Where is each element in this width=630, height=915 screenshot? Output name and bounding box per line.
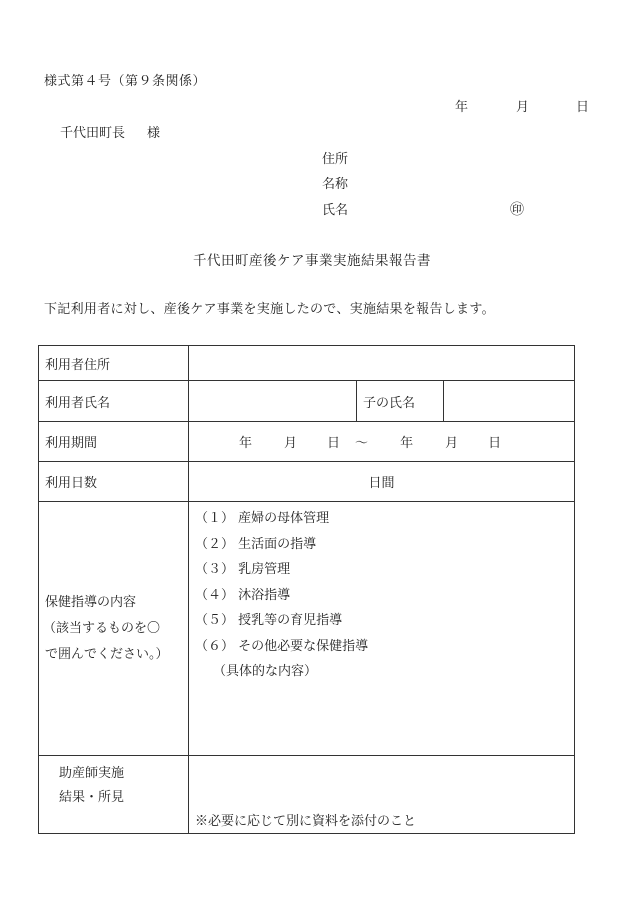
document-title: 千代田町産後ケア事業実施結果報告書 (193, 253, 431, 269)
period-month-2: 月 (445, 436, 459, 451)
guidance-note-1: （該当するものを〇 (43, 620, 161, 636)
recipient (60, 122, 160, 141)
period-tilde: ～ (355, 436, 369, 451)
report-table (38, 345, 575, 834)
guidance-items-cell (189, 502, 575, 756)
date-day: 日 (576, 100, 590, 115)
guidance-item[interactable]: （１） 産婦の母体管理 (195, 511, 330, 526)
midwife-result-field[interactable] (189, 756, 575, 834)
address-label: 住所 (322, 152, 349, 167)
period-year-2: 年 (400, 436, 414, 451)
midwife-label-1: 助産師実施 (59, 766, 125, 781)
child-name-field[interactable] (444, 381, 575, 422)
midwife-label-cell (39, 756, 189, 834)
user-name-label: 利用者氏名 (39, 381, 189, 422)
date-month: 月 (516, 100, 530, 115)
user-address-label: 利用者住所 (39, 346, 189, 381)
period-day-1: 日 (327, 436, 341, 451)
guidance-note-2: で囲んでください。） (45, 646, 169, 662)
guidance-item[interactable]: （５） 授乳等の育児指導 (195, 613, 343, 628)
period-month-1: 月 (284, 436, 298, 451)
row-period (39, 422, 575, 462)
row-days (39, 462, 575, 502)
guidance-item[interactable]: （２） 生活面の指導 (195, 536, 317, 552)
recipient-name: 千代田町長 (60, 126, 126, 141)
guidance-label-cell (39, 502, 189, 756)
period-field[interactable] (189, 422, 575, 462)
row-guidance (39, 502, 575, 756)
attachment-note: ※必要に応じて別に資料を添付のこと (195, 814, 417, 829)
period-day-2: 日 (488, 436, 502, 451)
days-label: 利用日数 (39, 462, 189, 502)
days-field[interactable] (189, 462, 575, 502)
guidance-item[interactable]: （４） 沐浴指導 (195, 587, 291, 603)
row-user-address (39, 346, 575, 381)
midwife-label-2: 結果・所見 (59, 790, 125, 805)
days-unit: 日間 (368, 476, 395, 491)
period-label: 利用期間 (39, 422, 189, 462)
guidance-label: 保健指導の内容 (45, 594, 137, 610)
guidance-item[interactable]: （６） その他必要な保健指導 (195, 638, 369, 654)
child-name-label: 子の氏名 (357, 381, 444, 422)
org-name-label: 名称 (322, 177, 349, 192)
seal-mark: ㊞ (510, 202, 524, 218)
user-address-field[interactable] (189, 346, 575, 381)
date-year: 年 (455, 100, 469, 115)
detail-label: （具体的な内容） (213, 664, 318, 679)
person-name-label: 氏名 (322, 203, 349, 218)
user-name-field[interactable] (189, 381, 357, 422)
recipient-honorific: 様 (147, 126, 161, 141)
form-number: 様式第４号（第９条関係） (44, 74, 207, 89)
row-midwife (39, 756, 575, 834)
period-year-1: 年 (239, 436, 253, 451)
guidance-item[interactable]: （３） 乳房管理 (195, 562, 291, 577)
row-user-name (39, 381, 575, 422)
intro-text: 下記利用者に対し、産後ケア事業を実施したので、実施結果を報告します。 (44, 302, 495, 317)
